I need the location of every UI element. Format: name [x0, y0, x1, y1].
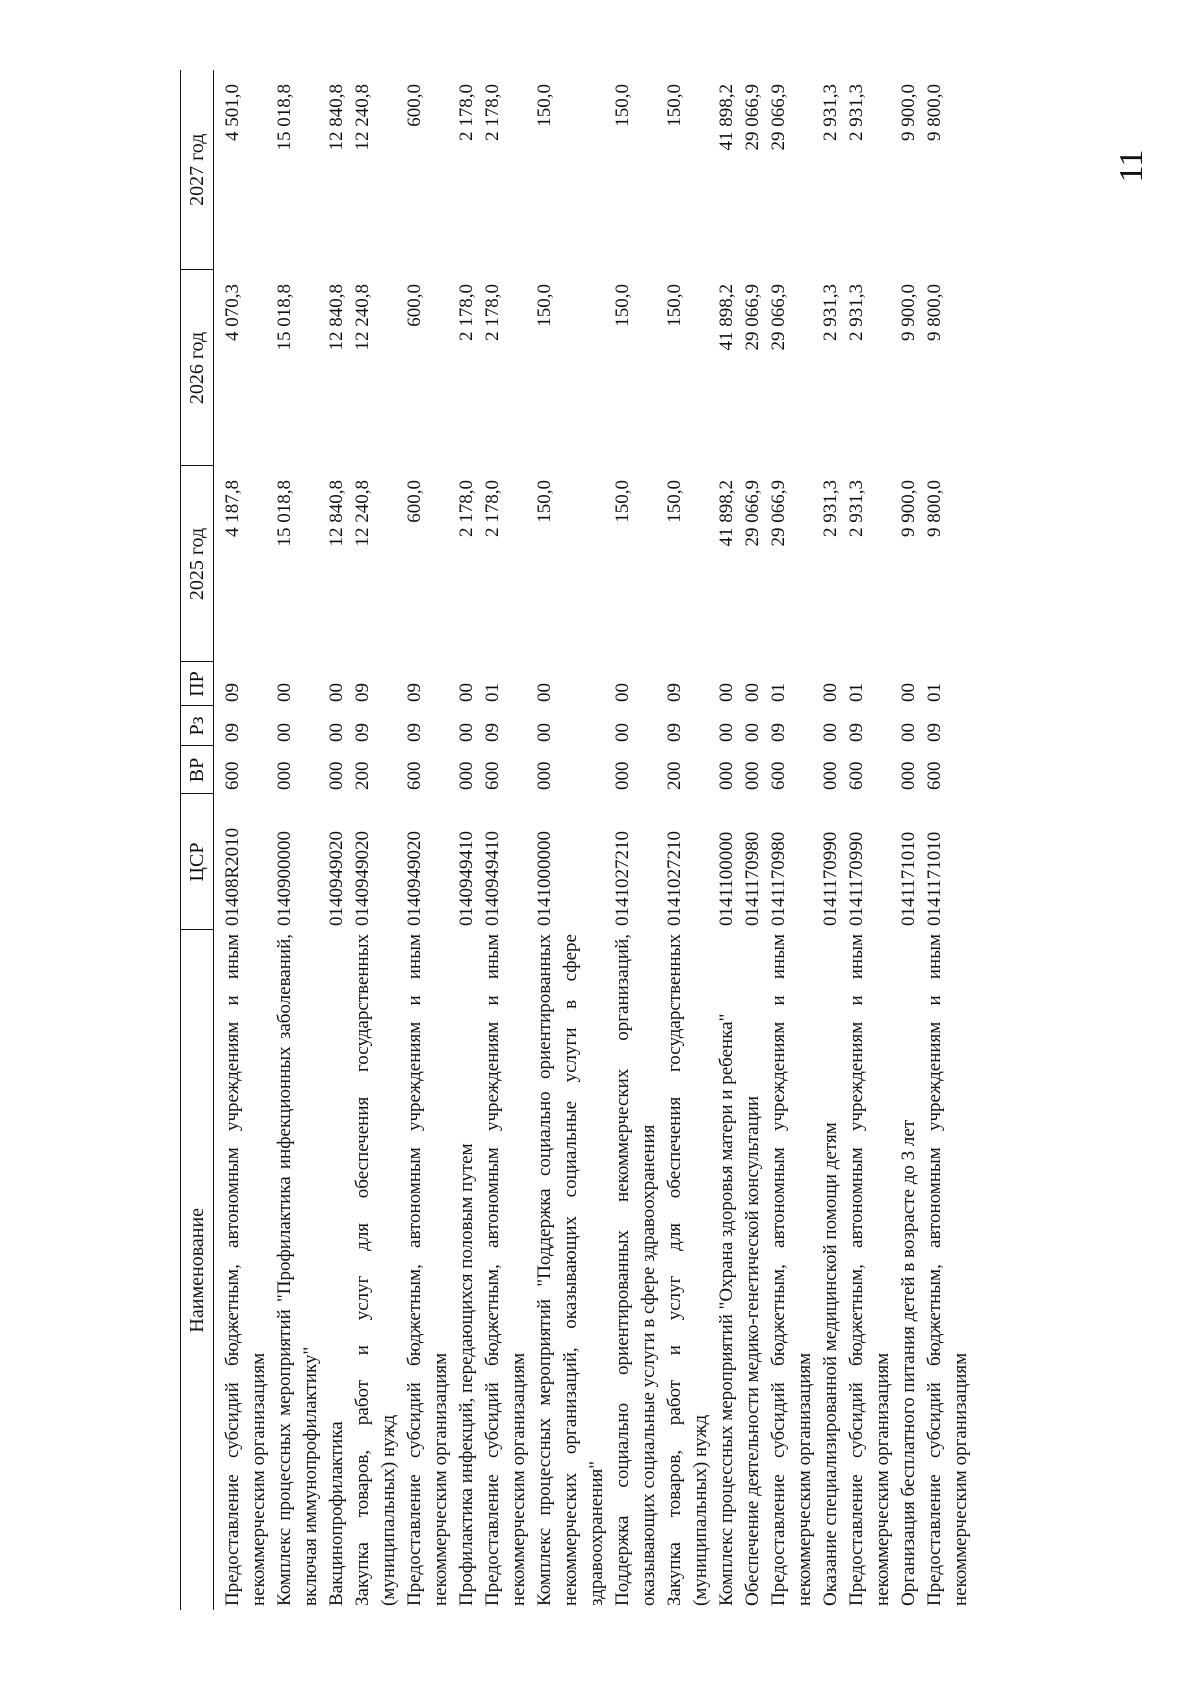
cell-pr: 00	[456, 683, 477, 702]
budget-table	[180, 70, 974, 1610]
cell-vr: 000	[274, 761, 295, 790]
cell-vr: 600	[768, 761, 789, 790]
table-row	[922, 70, 974, 1610]
cell-y2025: 150,0	[612, 480, 633, 523]
cell-rz: 00	[716, 723, 737, 742]
cell-rz: 09	[352, 723, 373, 742]
cell-name: Предоставление субсидий бюджетным, автономным учреждениям и иным некоммерческим организациям	[846, 934, 893, 1606]
cell-y2027: 150,0	[664, 84, 685, 127]
cell-pr: 00	[716, 683, 737, 702]
cell-csr: 0141000000	[534, 831, 555, 926]
cell-y2026: 15 018,8	[274, 284, 295, 351]
cell-y2025: 12 840,8	[326, 480, 347, 547]
cell-y2025: 2 178,0	[482, 480, 503, 537]
cell-y2026: 4 070,3	[222, 284, 243, 341]
budget-table-rotated	[180, 70, 980, 1610]
table-row	[766, 70, 818, 1610]
cell-y2027: 9 800,0	[924, 84, 945, 141]
cell-y2027: 2 178,0	[482, 84, 503, 141]
table-header-row	[181, 70, 214, 1610]
table-row	[740, 70, 766, 1610]
cell-y2026: 29 066,9	[742, 284, 763, 351]
cell-csr: 0141170980	[768, 831, 789, 926]
cell-vr: 000	[716, 761, 737, 790]
header-name: Наименование	[181, 930, 214, 1610]
cell-y2026: 2 931,3	[846, 284, 867, 341]
table-row	[532, 70, 610, 1610]
cell-csr: 0141100000	[716, 831, 737, 926]
cell-y2027: 2 178,0	[456, 84, 477, 141]
table-row	[480, 70, 532, 1610]
cell-vr: 000	[612, 761, 633, 790]
header-2026: 2026 год	[181, 270, 214, 466]
cell-name: Предоставление субсидий бюджетным, автономным учреждениям и иным некоммерческим организациям	[222, 934, 269, 1606]
cell-pr: 01	[482, 683, 503, 702]
cell-y2026: 2 931,3	[820, 284, 841, 341]
cell-vr: 600	[404, 761, 425, 790]
cell-rz: 09	[924, 723, 945, 742]
table-row	[818, 70, 844, 1610]
cell-pr: 09	[404, 683, 425, 702]
cell-y2026: 600,0	[404, 284, 425, 327]
cell-rz: 00	[274, 723, 295, 742]
cell-pr: 01	[846, 683, 867, 702]
cell-vr: 000	[456, 761, 477, 790]
table-row	[662, 70, 714, 1610]
cell-csr: 0141027210	[664, 831, 685, 926]
table-row	[714, 70, 740, 1610]
cell-csr: 0140949020	[326, 831, 347, 926]
cell-vr: 600	[924, 761, 945, 790]
cell-rz: 00	[612, 723, 633, 742]
cell-y2027: 150,0	[612, 84, 633, 127]
cell-rz: 09	[768, 723, 789, 742]
cell-y2026: 2 178,0	[482, 284, 503, 341]
cell-y2027: 4 501,0	[222, 84, 243, 141]
cell-y2025: 150,0	[664, 480, 685, 523]
cell-rz: 09	[222, 723, 243, 742]
cell-name: Вакцинопрофилактика	[326, 1421, 347, 1606]
table-row	[896, 70, 922, 1610]
cell-csr: 0140949410	[482, 831, 503, 926]
header-csr: ЦСР	[181, 794, 214, 930]
cell-name: Оказание специализированной медицинской помощи детям	[820, 1122, 841, 1606]
cell-vr: 600	[482, 761, 503, 790]
cell-y2027: 41 898,2	[716, 84, 737, 151]
cell-y2026: 150,0	[612, 284, 633, 327]
cell-pr: 00	[898, 683, 919, 702]
cell-name: Предоставление субсидий бюджетным, автономным учреждениям и иным некоммерческим организациям	[768, 934, 815, 1606]
cell-y2027: 29 066,9	[742, 84, 763, 151]
cell-rz: 00	[326, 723, 347, 742]
cell-y2026: 12 240,8	[352, 284, 373, 351]
table-body	[214, 70, 975, 1610]
cell-rz: 09	[404, 723, 425, 742]
cell-name: Предоставление субсидий бюджетным, автономным учреждениям и иным некоммерческим организациям	[924, 934, 971, 1606]
cell-y2027: 600,0	[404, 84, 425, 127]
cell-pr: 09	[664, 683, 685, 702]
cell-y2025: 29 066,9	[768, 480, 789, 547]
cell-name: Закупка товаров, работ и услуг для обеспечения государственных (муниципальных) нужд	[664, 934, 711, 1606]
cell-y2025: 2 178,0	[456, 480, 477, 537]
cell-csr: 0140949020	[404, 831, 425, 926]
cell-y2026: 150,0	[534, 284, 555, 327]
cell-y2025: 4 187,8	[222, 480, 243, 537]
cell-csr: 0141171010	[898, 831, 919, 926]
cell-pr: 00	[326, 683, 347, 702]
cell-pr: 00	[742, 683, 763, 702]
cell-name: Поддержка социально ориентированных некоммерческих организаций, оказывающих социальные услуги в сфере здравоохранения	[612, 934, 659, 1606]
header-rz: Рз	[181, 706, 214, 746]
cell-csr: 0141170990	[820, 831, 841, 926]
cell-rz: 09	[482, 723, 503, 742]
cell-name: Комплекс процессных мероприятий "Профилактика инфекционных заболеваний, включая иммунопрофилактику"	[274, 934, 321, 1606]
cell-vr: 000	[534, 761, 555, 790]
cell-y2027: 2 931,3	[820, 84, 841, 141]
cell-vr: 200	[664, 761, 685, 790]
cell-name: Предоставление субсидий бюджетным, автономным учреждениям и иным некоммерческим организациям	[482, 934, 529, 1606]
cell-csr: 0141170990	[846, 831, 867, 926]
cell-pr: 09	[352, 683, 373, 702]
cell-y2025: 41 898,2	[716, 480, 737, 547]
table-row	[324, 70, 350, 1610]
cell-y2026: 150,0	[664, 284, 685, 327]
cell-pr: 00	[820, 683, 841, 702]
table-row	[402, 70, 454, 1610]
cell-csr: 0140900000	[274, 831, 295, 926]
cell-rz: 00	[898, 723, 919, 742]
header-2025: 2025 год	[181, 466, 214, 662]
cell-name: Обеспечение деятельности медико-генетической консультации	[742, 1095, 763, 1606]
cell-vr: 600	[846, 761, 867, 790]
cell-name: Профилактика инфекций, передающихся половым путем	[456, 1143, 477, 1606]
cell-y2025: 150,0	[534, 480, 555, 523]
table-row	[272, 70, 324, 1610]
cell-y2025: 29 066,9	[742, 480, 763, 547]
cell-rz: 00	[456, 723, 477, 742]
cell-y2026: 2 178,0	[456, 284, 477, 341]
cell-csr: 0141027210	[612, 831, 633, 926]
table-row	[844, 70, 896, 1610]
cell-csr: 0141171010	[924, 831, 945, 926]
cell-vr: 000	[742, 761, 763, 790]
cell-y2025: 2 931,3	[846, 480, 867, 537]
cell-pr: 09	[222, 683, 243, 702]
cell-y2026: 12 840,8	[326, 284, 347, 351]
cell-csr: 0141170980	[742, 831, 763, 926]
page-number: 11	[1113, 149, 1150, 183]
cell-vr: 600	[222, 761, 243, 790]
cell-vr: 200	[352, 761, 373, 790]
cell-y2027: 150,0	[534, 84, 555, 127]
cell-y2027: 2 931,3	[846, 84, 867, 141]
cell-y2027: 15 018,8	[274, 84, 295, 151]
cell-vr: 000	[820, 761, 841, 790]
cell-name: Организация бесплатного питания детей в возрасте до 3 лет	[898, 1119, 919, 1606]
cell-vr: 000	[898, 761, 919, 790]
header-pr: ПР	[181, 662, 214, 706]
cell-pr: 01	[924, 683, 945, 702]
cell-name: Комплекс процессных мероприятий "Охрана здоровья матери и ребенка"	[716, 1013, 737, 1606]
cell-y2026: 9 800,0	[924, 284, 945, 341]
cell-y2025: 9 900,0	[898, 480, 919, 537]
cell-csr: 0140949410	[456, 831, 477, 926]
cell-y2025: 15 018,8	[274, 480, 295, 547]
cell-pr: 00	[612, 683, 633, 702]
cell-y2025: 2 931,3	[820, 480, 841, 537]
cell-name: Комплекс процессных мероприятий "Поддержка социально ориентированных некоммерческих организаций, оказывающих социальные услуги в сфере здравоохранения"	[534, 934, 607, 1606]
cell-y2025: 600,0	[404, 480, 425, 523]
cell-name: Закупка товаров, работ и услуг для обеспечения государственных (муниципальных) нужд	[352, 934, 399, 1606]
cell-rz: 00	[820, 723, 841, 742]
cell-pr: 00	[534, 683, 555, 702]
cell-y2027: 9 900,0	[898, 84, 919, 141]
cell-vr: 000	[326, 761, 347, 790]
cell-csr: 01408R2010	[222, 827, 243, 926]
cell-rz: 00	[534, 723, 555, 742]
cell-rz: 09	[846, 723, 867, 742]
cell-y2026: 29 066,9	[768, 284, 789, 351]
cell-y2027: 29 066,9	[768, 84, 789, 151]
cell-y2026: 41 898,2	[716, 284, 737, 351]
cell-y2027: 12 840,8	[326, 84, 347, 151]
table-row	[454, 70, 480, 1610]
table-row	[610, 70, 662, 1610]
header-2027: 2027 год	[181, 70, 214, 270]
cell-y2027: 12 240,8	[352, 84, 373, 151]
cell-y2026: 9 900,0	[898, 284, 919, 341]
cell-pr: 01	[768, 683, 789, 702]
cell-name: Предоставление субсидий бюджетным, автономным учреждениям и иным некоммерческим организациям	[404, 934, 451, 1606]
header-vr: ВР	[181, 746, 214, 794]
cell-rz: 00	[742, 723, 763, 742]
cell-rz: 09	[664, 723, 685, 742]
cell-csr: 0140949020	[352, 831, 373, 926]
table-row	[214, 70, 273, 1610]
cell-pr: 00	[274, 683, 295, 702]
cell-y2025: 12 240,8	[352, 480, 373, 547]
cell-y2025: 9 800,0	[924, 480, 945, 537]
table-row	[350, 70, 402, 1610]
